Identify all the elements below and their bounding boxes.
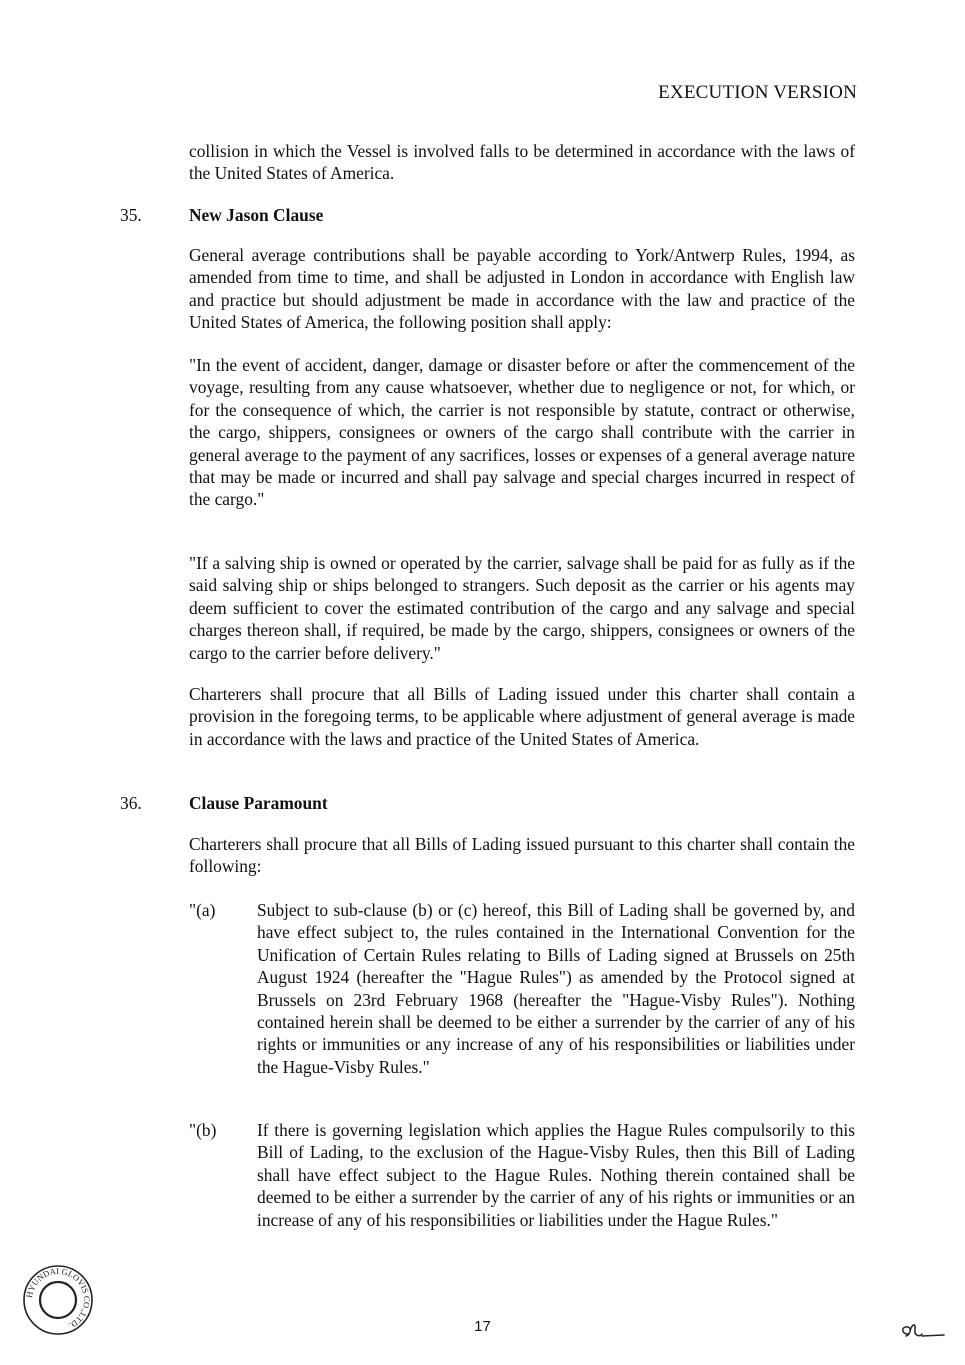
clause-35-paragraph-2: "In the event of accident, danger, damage or disaster before or after the commencement of the voyage, resulting from any cause whatsoever, whether due to negligence or not, for which, or for the consequence of which, the carrier is not responsible by statute, contract or otherwise, the cargo, shippers, consignees or owners of the cargo shall contribute with the carrier in general average to the payment of any sacrifices, losses or expenses of a general average nature that may be made or incurred and shall pay salvage and special charges incurred in respect of the cargo." (189, 355, 855, 510)
page-number: 17 (474, 1318, 491, 1335)
execution-version-label: EXECUTION VERSION (658, 82, 857, 103)
clause-36-paragraph-1: Charterers shall procure that all Bills of Lading issued pursuant to this charter shall contain the following: (189, 834, 855, 877)
clause-36-sub-b-label: "(b) (189, 1120, 217, 1140)
svg-text:HYUNDAI GLOVIS CO.,LTD.: HYUNDAI GLOVIS CO.,LTD. (24, 1265, 93, 1332)
intro-paragraph: collision in which the Vessel is involved falls to be determined in accordance with the laws of the United States of America. (189, 141, 855, 184)
clause-35-title: New Jason Clause (189, 205, 324, 225)
clause-36-sub-a-label: "(a) (189, 900, 216, 920)
clause-35-number: 35. (120, 205, 142, 225)
clause-35-paragraph-4: Charterers shall procure that all Bills of Lading issued under this charter shall contain a provision in the foregoing terms, to be applicable where adjustment of general average is made in accordance with the laws and practice of the United States of America. (189, 684, 855, 749)
clause-35-paragraph-3: "If a salving ship is owned or operated by the carrier, salvage shall be paid for as fully as if the said salving ship or ships belonged to strangers. Such deposit as the carrier or his agents may deem sufficient to cover the estimated contribution of the cargo and any salvage and special charges thereon shall, if required, be made by the cargo, shippers, consignees or owners of the cargo to the carrier before delivery." (189, 553, 855, 663)
clause-36-title: Clause Paramount (189, 793, 328, 813)
clause-36-sub-a-text: Subject to sub-clause (b) or (c) hereof, this Bill of Lading shall be governed by, and have effect subject to, the rules contained in the International Convention for the Unification of Certain Rules relating to Bills of Lading signed at Brussels on 25th August 1924 (hereafter the "Hague Rules") as amended by the Protocol signed at Brussels on 23rd February 1968 (hereafter the "Hague-Visby Rules"). Nothing contained herein shall be deemed to be either a surrender by the carrier of any of his rights or immunities or any increase of any of his responsibilities or liabilities under the Hague-Visby Rules." (257, 900, 855, 1077)
clause-35-paragraph-1: General average contributions shall be payable according to York/Antwerp Rules, 1994, as amended from time to time, and shall be adjusted in London in accordance with English law and practice but should adjustment be made in accordance with the law and practice of the United States of America, the following position shall apply: (189, 245, 855, 333)
clause-36-number: 36. (120, 793, 142, 813)
clause-36-sub-b-text: If there is governing legislation which applies the Hague Rules compulsorily to this Bill of Lading, to the exclusion of the Hague-Visby Rules, then this Bill of Lading shall have effect subject to the Hague Rules. Nothing therein contained shall be deemed to be either a surrender by the carrier of any of his rights or immunities or an increase of any of his responsibilities or liabilities under the Hague Rules." (257, 1120, 855, 1230)
handwritten-initials (898, 1318, 946, 1344)
